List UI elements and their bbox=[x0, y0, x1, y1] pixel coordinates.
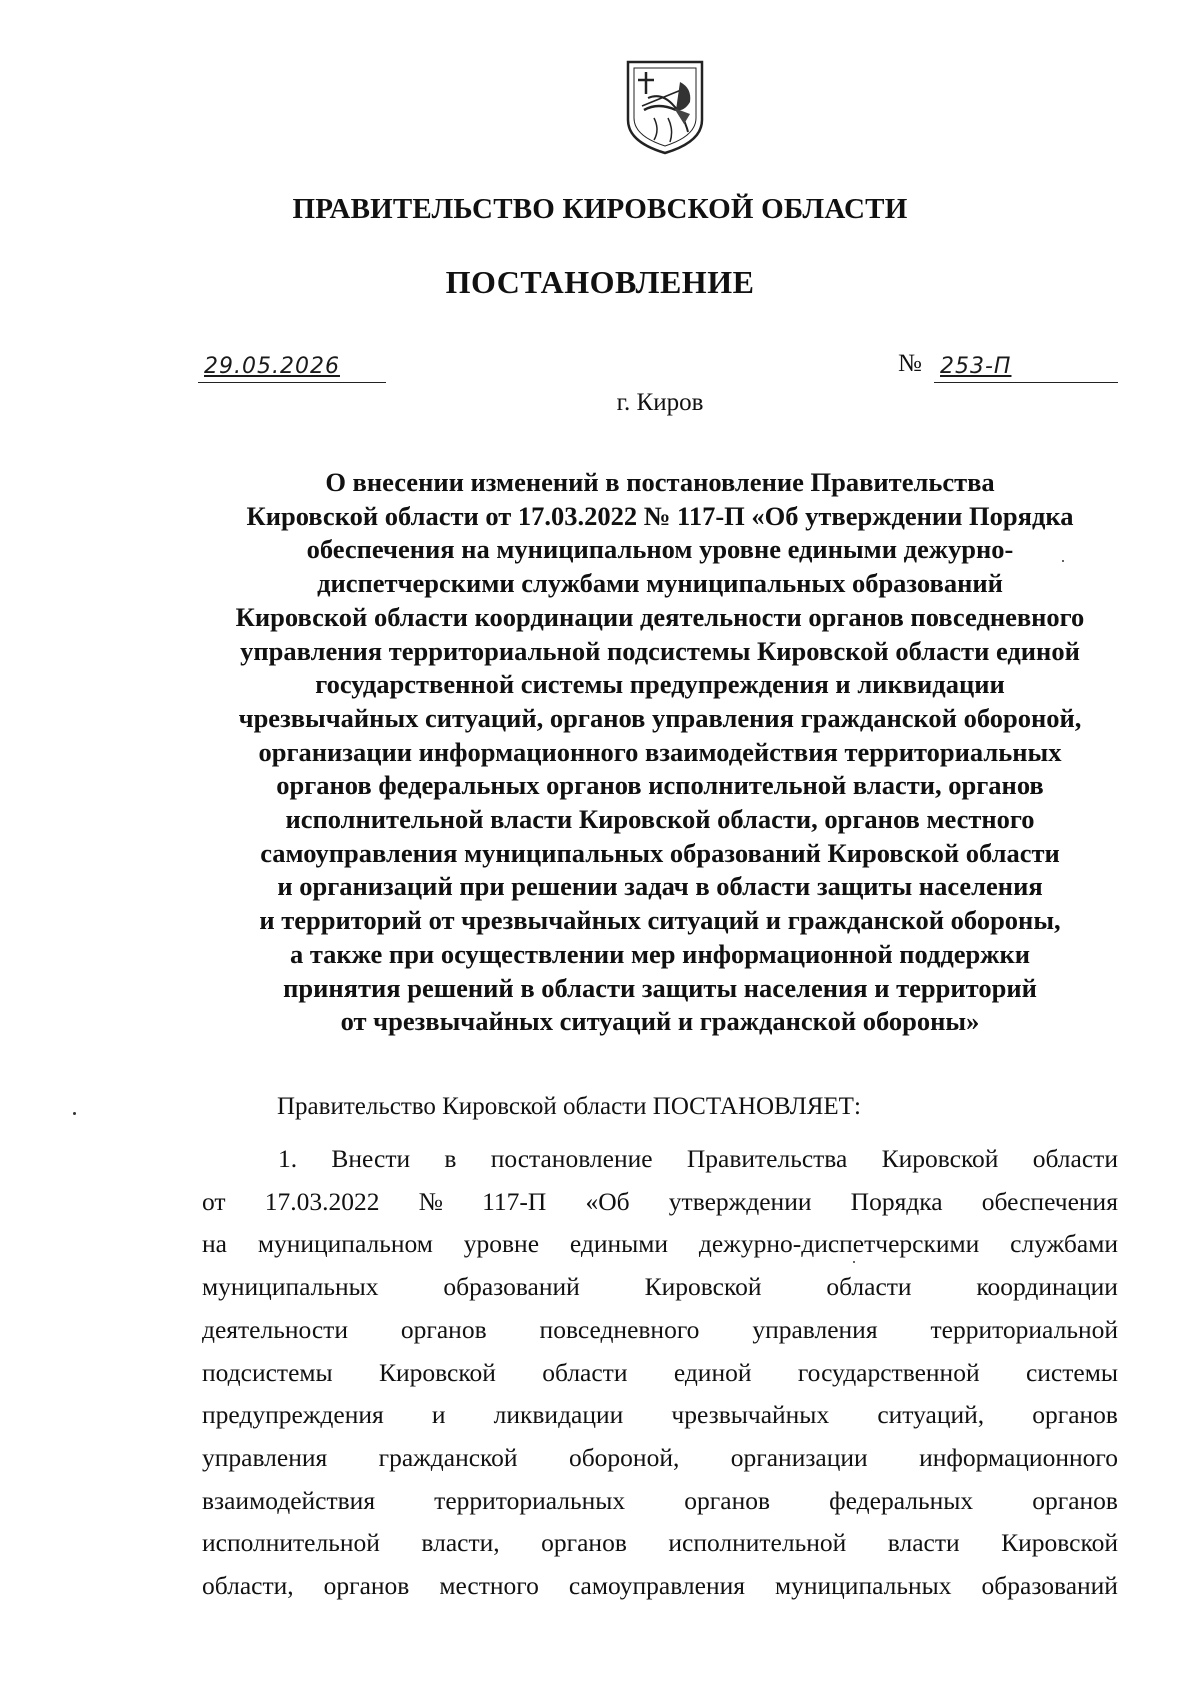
body-word: 17.03.2022 bbox=[264, 1186, 380, 1216]
subject-line: и организаций при решении задач в области защиты населения bbox=[277, 871, 1043, 902]
body-word: Кировской bbox=[881, 1144, 999, 1173]
body-line bbox=[202, 1565, 1118, 1608]
body-word: ситуаций, bbox=[877, 1400, 985, 1430]
body-word: 1. bbox=[278, 1144, 298, 1173]
date-value: 29.05.2026 bbox=[204, 354, 340, 379]
scan-speck bbox=[853, 1261, 855, 1263]
body-word: единой bbox=[673, 1357, 752, 1387]
body-word: «Об bbox=[585, 1186, 630, 1216]
body-word: деятельности bbox=[202, 1314, 348, 1344]
body-word: системы bbox=[1025, 1357, 1118, 1387]
body-word: местного bbox=[439, 1571, 539, 1601]
body-word: органов bbox=[541, 1528, 627, 1558]
body-text bbox=[202, 1138, 1118, 1608]
body-word: обеспечения bbox=[981, 1186, 1118, 1216]
subject-line: государственной системы предупреждения и ликвидации bbox=[315, 669, 1005, 700]
body-line bbox=[202, 1394, 1118, 1437]
body-word: и bbox=[431, 1400, 446, 1430]
body-word: области bbox=[826, 1272, 912, 1302]
body-word: органов bbox=[1032, 1400, 1118, 1430]
body-line bbox=[202, 1223, 1118, 1266]
body-word: организации bbox=[730, 1442, 868, 1472]
body-word: территориальной bbox=[930, 1314, 1118, 1344]
body-word: Внести bbox=[331, 1144, 411, 1173]
body-word: органов bbox=[1032, 1485, 1118, 1515]
body-word: уровне bbox=[463, 1229, 540, 1259]
body-word: информационного bbox=[919, 1442, 1118, 1472]
body-line bbox=[202, 1181, 1118, 1224]
body-word: повседневного bbox=[539, 1314, 700, 1344]
body-word: чрезвычайных bbox=[671, 1400, 830, 1430]
subject-line: самоуправления муниципальных образований Кировской области bbox=[260, 837, 1060, 868]
body-line bbox=[202, 1352, 1118, 1395]
body-word: предупреждения bbox=[202, 1400, 384, 1430]
body-word: № bbox=[418, 1186, 443, 1216]
body-word: ликвидации bbox=[493, 1400, 624, 1430]
body-word: постановление bbox=[490, 1144, 653, 1173]
subject-line: от чрезвычайных ситуаций и гражданской обороны» bbox=[340, 1006, 980, 1037]
body-word: утверждении bbox=[668, 1186, 812, 1216]
body-word: координации bbox=[976, 1272, 1118, 1302]
organization-title: ПРАВИТЕЛЬСТВО КИРОВСКОЙ ОБЛАСТИ bbox=[292, 193, 908, 225]
body-word: управления bbox=[752, 1314, 878, 1344]
subject-line: Кировской области координации деятельности органов повседневного bbox=[235, 601, 1085, 632]
body-word: дежурно-диспетчерскими bbox=[698, 1229, 980, 1259]
body-word: взаимодействия bbox=[202, 1485, 376, 1515]
subject-line: чрезвычайных ситуаций, органов управления гражданской обороной, bbox=[238, 702, 1082, 733]
subject-line: управления территориальной подсистемы Кировской области единой bbox=[240, 635, 1080, 666]
body-word: управления bbox=[202, 1442, 328, 1472]
body-word: федеральных bbox=[829, 1485, 974, 1515]
body-word: территориальных bbox=[434, 1485, 626, 1515]
document-type-heading: ПОСТАНОВЛЕНИЕ bbox=[445, 264, 755, 300]
body-line bbox=[202, 1522, 1118, 1565]
body-word: подсистемы bbox=[202, 1357, 333, 1387]
number-label: № bbox=[898, 350, 922, 377]
body-word: Кировской bbox=[379, 1357, 496, 1387]
city-name: г. Киров bbox=[616, 389, 704, 416]
body-word: Кировской bbox=[644, 1272, 762, 1302]
subject-line: принятия решений в области защиты населения и территорий bbox=[283, 972, 1037, 1003]
body-word: Правительства bbox=[686, 1144, 848, 1173]
body-word: самоуправления bbox=[568, 1571, 745, 1601]
scan-speck bbox=[73, 1112, 76, 1115]
body-word: Порядка bbox=[850, 1186, 943, 1216]
body-word: власти, bbox=[421, 1528, 500, 1558]
body-word: области bbox=[542, 1357, 628, 1387]
subject-line: органов федеральных органов исполнительной власти, органов bbox=[276, 770, 1044, 801]
body-word: службами bbox=[1010, 1229, 1118, 1259]
scan-speck bbox=[1062, 560, 1064, 562]
body-word: едиными bbox=[569, 1229, 669, 1259]
body-word: 117-П bbox=[482, 1186, 547, 1216]
preamble: Правительство Кировской области ПОСТАНОВЛЯЕТ: bbox=[277, 1093, 861, 1120]
body-word: муниципальных bbox=[202, 1272, 379, 1302]
number-value: 253-П bbox=[940, 354, 1012, 379]
number-field bbox=[934, 352, 1118, 383]
subject-line: диспетчерскими службами муниципальных образований bbox=[317, 568, 1003, 599]
body-word: от bbox=[202, 1186, 226, 1216]
body-line bbox=[202, 1480, 1118, 1523]
subject-line: а также при осуществлении мер информационной поддержки bbox=[289, 938, 1031, 969]
kirov-oblast-coat-of-arms-icon bbox=[624, 58, 706, 156]
body-word: органов bbox=[684, 1485, 771, 1515]
subject-line: исполнительной власти Кировской области, органов местного bbox=[285, 804, 1035, 835]
body-word: органов bbox=[400, 1314, 487, 1344]
body-word: на bbox=[202, 1229, 227, 1259]
body-word: области, bbox=[202, 1571, 294, 1601]
document-subject bbox=[200, 466, 1120, 1039]
body-word: образований bbox=[981, 1571, 1118, 1601]
body-word: гражданской bbox=[378, 1442, 518, 1472]
body-word: государственной bbox=[797, 1357, 980, 1387]
date-field bbox=[198, 352, 386, 383]
subject-line: обеспечения на муниципальном уровне едиными дежурно- bbox=[306, 534, 1014, 565]
body-line bbox=[202, 1309, 1118, 1352]
body-word: органов bbox=[323, 1571, 410, 1601]
body-word: исполнительной bbox=[668, 1528, 847, 1558]
body-line bbox=[202, 1437, 1118, 1480]
subject-line: Кировской области от 17.03.2022 № 117-П «Об утверждении Порядка bbox=[246, 500, 1074, 531]
body-word: области bbox=[1032, 1144, 1118, 1173]
body-line bbox=[202, 1266, 1118, 1309]
body-word: муниципальном bbox=[257, 1229, 433, 1259]
body-line bbox=[202, 1138, 1118, 1181]
body-word: образований bbox=[443, 1272, 580, 1302]
subject-line: организации информационного взаимодействия территориальных bbox=[258, 736, 1062, 767]
body-word: власти bbox=[887, 1528, 960, 1558]
subject-line: и территорий от чрезвычайных ситуаций и гражданской обороны, bbox=[259, 905, 1061, 936]
body-word: Кировской bbox=[1001, 1528, 1118, 1558]
body-word: обороной, bbox=[568, 1442, 680, 1472]
subject-line: О внесении изменений в постановление Правительства bbox=[325, 467, 995, 497]
body-word: муниципальных bbox=[774, 1571, 952, 1601]
body-word: исполнительной bbox=[202, 1528, 380, 1558]
body-word: в bbox=[444, 1144, 457, 1173]
